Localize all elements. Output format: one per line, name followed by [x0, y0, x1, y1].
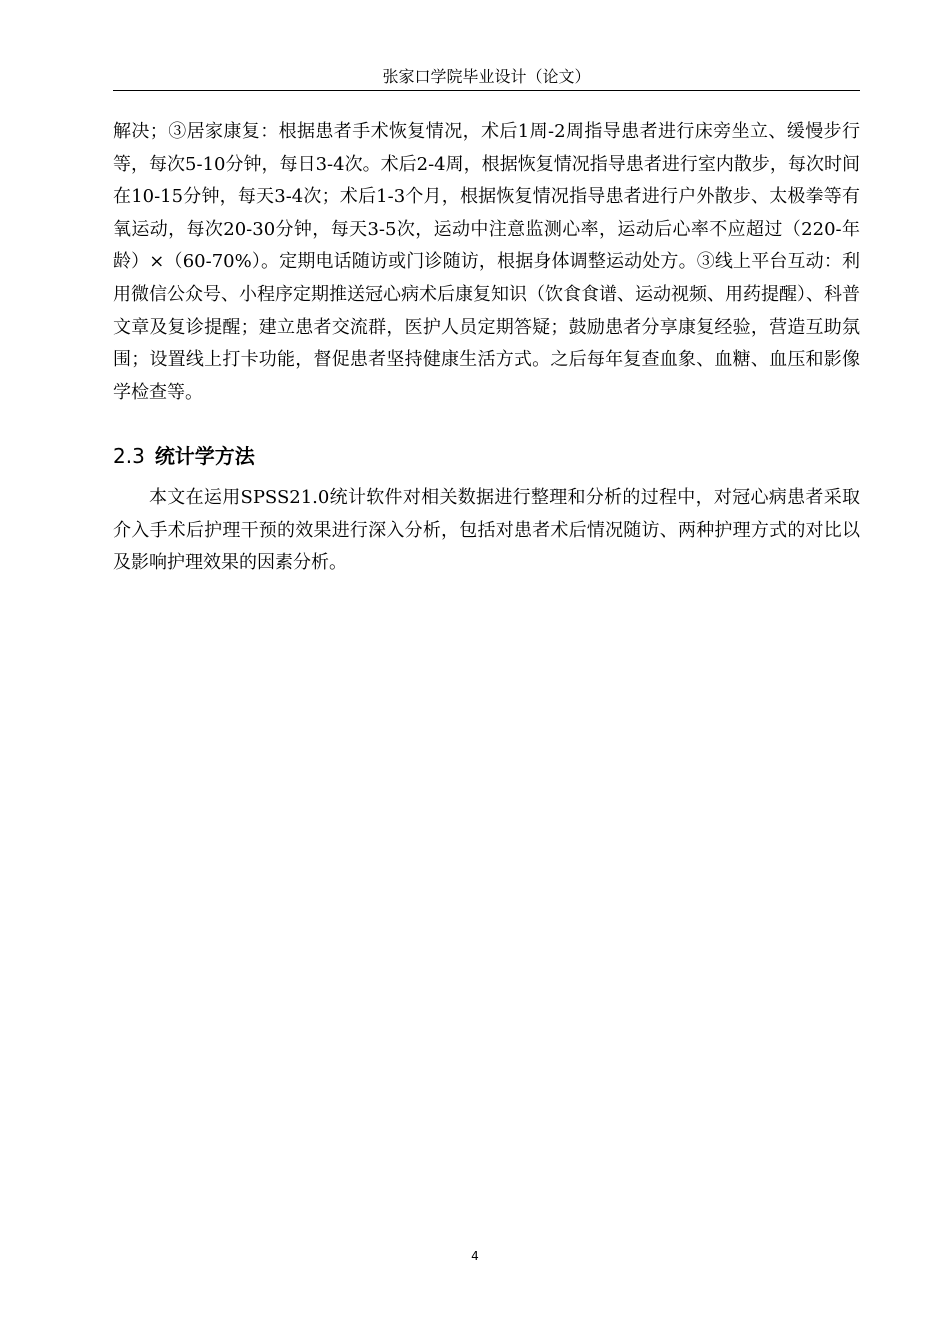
section-title: 统计学方法 [154, 444, 255, 468]
section-number: 2.3 [113, 444, 145, 468]
page-number: 4 [471, 1249, 479, 1263]
body-paragraph-statistics: 本文在运用SPSS21.0统计软件对相关数据进行整理和分析的过程中，对冠心病患者采取介入手术后护理干预的效果进行深入分析，包括对患者术后情况随访、两种护理方式的对比以及影响护理效果的因素分析。 [113, 487, 860, 574]
section-heading [113, 441, 255, 471]
body-paragraph-rehabilitation: 解决；③居家康复：根据患者手术恢复情况，术后1周-2周指导患者进行床旁坐立、缓慢步行等，每次5-10分钟，每日3-4次。术后2-4周，根据恢复情况指导患者进行室内散步，每次时间在10-15分钟，每天3-4次；术后1-3个月，根据恢复情况指导患者进行户外散步、太极拳等有氧运动，每次20-30分钟，每天3-5次，运动中注意监测心率，运动后心率不应超过（220-年龄）×（60-70%）。定期电话随访或门诊随访，根据身体调整运动处方。③线上平台互动：利用微信公众号、小程序定期推送冠心病术后康复知识（饮食食谱、运动视频、用药提醒）、科普文章及复诊提醒；建立患者交流群，医护人员定期答疑；鼓励患者分享康复经验，营造互助氛围；设置线上打卡功能，督促患者坚持健康生活方式。之后每年复查血象、血糖、血压和影像学检查等。 [113, 121, 860, 403]
page-header [113, 66, 860, 91]
header-title: 张家口学院毕业设计（论文） [382, 67, 591, 86]
